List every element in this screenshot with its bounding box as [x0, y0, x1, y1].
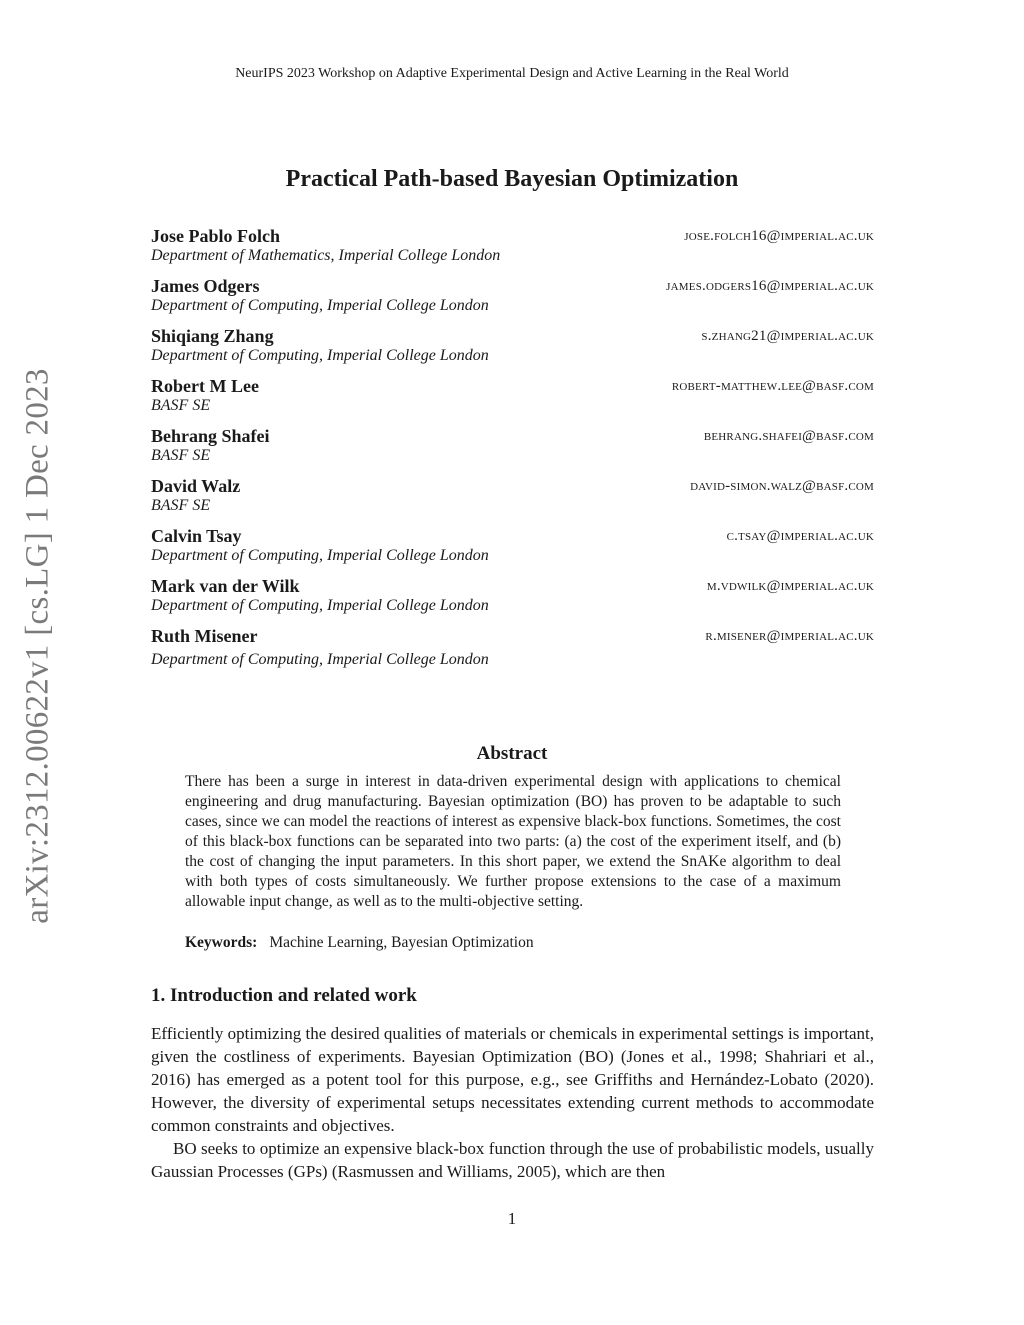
abstract-heading: Abstract	[476, 743, 548, 764]
author-name: Behrang Shafei	[151, 426, 270, 446]
author-affiliation: Department of Computing, Imperial College London	[151, 347, 489, 364]
author-name: Calvin Tsay	[151, 526, 242, 546]
intro-paragraph: BO seeks to optimize an expensive black-box function through the use of probabilistic models, usually Gaussian Processes (GPs) (Rasmussen and Williams, 2005), which are then	[151, 1139, 874, 1181]
author-name: David Walz	[151, 476, 241, 496]
keywords-label: Keywords:	[185, 934, 258, 951]
author-email[interactable]: m.vdwilk@imperial.ac.uk	[706, 578, 874, 594]
introduction-body	[151, 1022, 874, 1183]
author-entry	[151, 576, 874, 626]
author-affiliation: BASF SE	[151, 397, 211, 414]
author-affiliation: Department of Computing, Imperial College London	[151, 597, 489, 614]
keywords-line	[185, 934, 534, 952]
author-name: Ruth Misener	[151, 626, 258, 646]
arxiv-stamp-container	[18, 363, 58, 928]
abstract-text: There has been a surge in interest in data-driven experimental design with applications to chemical engineering and drug manufacturing. Bayesian optimization (BO) has proven to be adaptable to such cases, since we can model the reactions of interest as expensive black-box functions. Sometimes, the cost of this black-box functions can be separated into two parts: (a) the cost of the experiment itself, and (b) the cost of changing the input parameters. In this short paper, we extend the SnAKe algorithm to deal with both types of costs simultaneously. We further propose extensions to the case of a maximum allowable input change, as well as to the multi-objective setting.	[185, 773, 841, 910]
author-entry	[151, 226, 874, 276]
author-entry	[151, 376, 874, 426]
author-affiliation: Department of Computing, Imperial College London	[151, 547, 489, 564]
author-email[interactable]: jose.folch16@imperial.ac.uk	[684, 228, 874, 244]
author-affiliation: Department of Mathematics, Imperial College London	[151, 247, 501, 264]
author-name: Jose Pablo Folch	[151, 226, 280, 246]
venue-header: NeurIPS 2023 Workshop on Adaptive Experimental Design and Active Learning in the Real World	[235, 66, 789, 81]
author-email[interactable]: david-simon.walz@basf.com	[690, 478, 874, 494]
author-list	[151, 226, 874, 676]
author-email[interactable]: c.tsay@imperial.ac.uk	[726, 528, 874, 544]
author-entry	[151, 276, 874, 326]
author-affiliation: BASF SE	[151, 497, 211, 514]
author-name: Shiqiang Zhang	[151, 326, 274, 346]
author-email[interactable]: behrang.shafei@basf.com	[703, 428, 874, 444]
author-affiliation: Department of Computing, Imperial College London	[151, 651, 489, 668]
author-entry	[151, 526, 874, 576]
author-email[interactable]: r.misener@imperial.ac.uk	[705, 628, 874, 644]
keywords-value: Machine Learning, Bayesian Optimization	[269, 934, 534, 951]
author-name: James Odgers	[151, 276, 260, 296]
page-number: 1	[507, 1209, 517, 1228]
section-heading: 1. Introduction and related work	[151, 985, 417, 1006]
author-entry	[151, 426, 874, 476]
author-affiliation: Department of Computing, Imperial College London	[151, 297, 489, 314]
author-entry	[151, 626, 874, 676]
author-entry	[151, 326, 874, 376]
author-email[interactable]: robert-matthew.lee@basf.com	[671, 378, 874, 394]
arxiv-stamp: arXiv:2312.00622v1 [cs.LG] 1 Dec 2023	[19, 367, 56, 924]
author-affiliation: BASF SE	[151, 447, 211, 464]
author-email[interactable]: s.zhang21@imperial.ac.uk	[701, 328, 874, 344]
intro-paragraph: Efficiently optimizing the desired qualities of materials or chemicals in experimental settings is important, given the costliness of experiments. Bayesian Optimization (BO) (Jones et al., 1998; Shahriari et al., 2016) has emerged as a potent tool for this purpose, e.g., see Griffiths and Hernández-Lobato (2020). However, the diversity of experimental setups necessitates extending current methods to accommodate common constraints and objectives.	[151, 1024, 874, 1135]
author-email[interactable]: james.odgers16@imperial.ac.uk	[666, 278, 874, 294]
paper-title: Practical Path-based Bayesian Optimization	[285, 166, 739, 192]
author-entry	[151, 476, 874, 526]
author-name: Robert M Lee	[151, 376, 259, 396]
author-name: Mark van der Wilk	[151, 576, 300, 596]
